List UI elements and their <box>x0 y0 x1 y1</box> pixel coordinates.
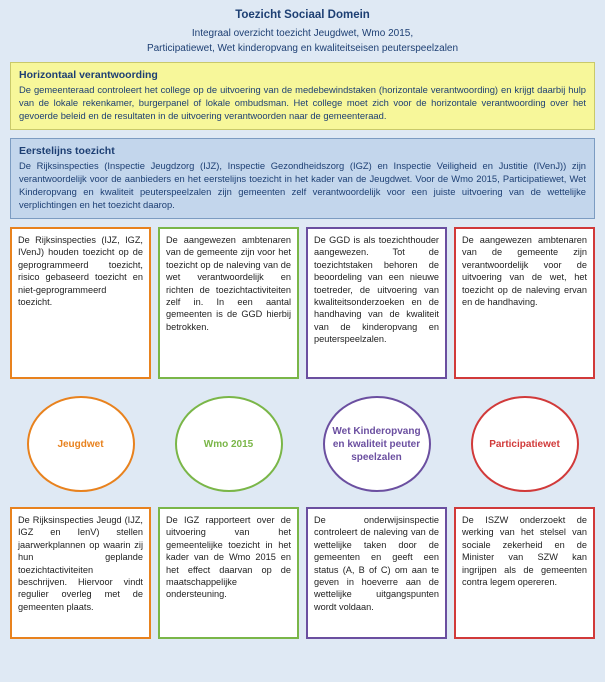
oval-jeugdwet: Jeugdwet <box>27 396 135 492</box>
oval-col-participatiewet <box>454 385 595 503</box>
bottom-col-participatiewet <box>454 507 595 639</box>
oval-wmo: Wmo 2015 <box>175 396 283 492</box>
columns-bottom-row <box>10 507 595 639</box>
bottom-box-kinderopvang: De onderwijsinspectie controleert de naleving van de wettelijke taken door de gemeenten en geeft een status (A, B of C) om aan te geven in hoeverre aan de wettelijke uitgangspunten wordt voldaan. <box>306 507 447 639</box>
band-eerstelijns-toezicht <box>10 138 595 219</box>
column-jeugdwet <box>10 227 151 379</box>
band-eerstelijns-text: De Rijksinspecties (Inspectie Jeugdzorg (IJZ), Inspectie Gezondheidszorg (IGZ) en Inspectie Veiligheid en Justitie (IVenJ)) zijn verantwoordelijk voor de aanbieders en het eerstelijns toezicht in het kader van de Jeugdwet. Voor de Wmo 2015, Participatiewet, Wet Kinderopvang en kwaliteit peuterspeelzalen zijn gemeenten zelf verantwoordelijk voor een juiste uitvoering van de wettelijke verplichtingen en het toezicht daarop. <box>19 160 586 210</box>
top-box-jeugdwet: De Rijksinspecties (IJZ, IGZ, IVenJ) houden toezicht op de geprogrammeerd toezicht, risico gebaseerd toezicht en niet-geprogrammeerd toezicht. <box>10 227 151 379</box>
top-box-kinderopvang: De GGD is als toezichthouder aangewezen. Tot de toezichtstaken behoren de beoordeling van een nieuwe toetreder, de uitvoering van kwaliteitsonderzoeken en de handhaving van de kwaliteit van de kinderopvang en peuterspeelzalen. <box>306 227 447 379</box>
top-box-participatiewet: De aangewezen ambtenaren van de gemeente zijn verantwoordelijk voor de uitvoering van de wet, het toezicht op de naleving ervan en de handhaving. <box>454 227 595 379</box>
bottom-box-participatiewet: De ISZW onderzoekt de werking van het stelsel van sociale zekerheid en de Minister van SZW kan ingrijpen als de gemeenten contra legem opereren. <box>454 507 595 639</box>
oval-col-jeugdwet <box>10 385 151 503</box>
bottom-box-jeugdwet: De Rijksinspecties Jeugd (IJZ, IGZ en IenV) stellen jaarwerkplannen op waarin zij hun geplande toezichtactiviteiten beschrijven. Hiervoor vindt regulier overleg met de gemeenten plaats. <box>10 507 151 639</box>
oval-col-kinderopvang <box>306 385 447 503</box>
bottom-col-jeugdwet <box>10 507 151 639</box>
page-subtitle-line1: Integraal overzicht toezicht Jeugdwet, Wmo 2015, <box>191 28 414 39</box>
column-kinderopvang <box>306 227 447 379</box>
oval-col-wmo <box>158 385 299 503</box>
band-horizontaal-text: De gemeenteraad controleert het college op de uitvoering van de medebewindstaken (horizontale verantwoording) en krijgt daarbij hulp van de lokale rekenkamer, burgerpanel of lokale ombudsman. Het college moet zich voor de horizontale verantwoording over het gevoerde beleid en de resultaten in de uitvoering verantwoorden naar de gemeenteraad. <box>19 84 586 121</box>
page-subtitle-line2: Participatiewet, Wet kinderopvang en kwaliteitseisen peuterspeelzalen <box>146 43 459 54</box>
columns-oval-row <box>10 385 595 503</box>
band-eerstelijns-title: Eerstelijns toezicht <box>19 145 115 157</box>
oval-kinderopvang: Wet Kinderopvang en kwaliteit peuter speelzalen <box>323 396 431 492</box>
band-horizontaal-verantwoording <box>10 62 595 130</box>
band-horizontaal-title: Horizontaal verantwoording <box>19 69 158 81</box>
columns-top-row <box>10 227 595 379</box>
top-box-wmo: De aangewezen ambtenaren van de gemeente zijn voor het toezicht op de naleving van de wet verantwoordelijk en richten de toezichtactiviteiten zelf in. In een aantal gemeenten is de GGD hierbij betrokken. <box>158 227 299 379</box>
page-header <box>0 0 605 62</box>
column-wmo <box>158 227 299 379</box>
page-title: Toezicht Sociaal Domein <box>235 9 370 21</box>
bottom-col-kinderopvang <box>306 507 447 639</box>
bottom-col-wmo <box>158 507 299 639</box>
column-participatiewet <box>454 227 595 379</box>
bottom-box-wmo: De IGZ rapporteert over de uitvoering van het gemeentelijke toezicht in het kader van de Wmo 2015 en het effect daarvan op de maatschappelijke ondersteuning. <box>158 507 299 639</box>
oval-participatiewet: Participatiewet <box>471 396 579 492</box>
